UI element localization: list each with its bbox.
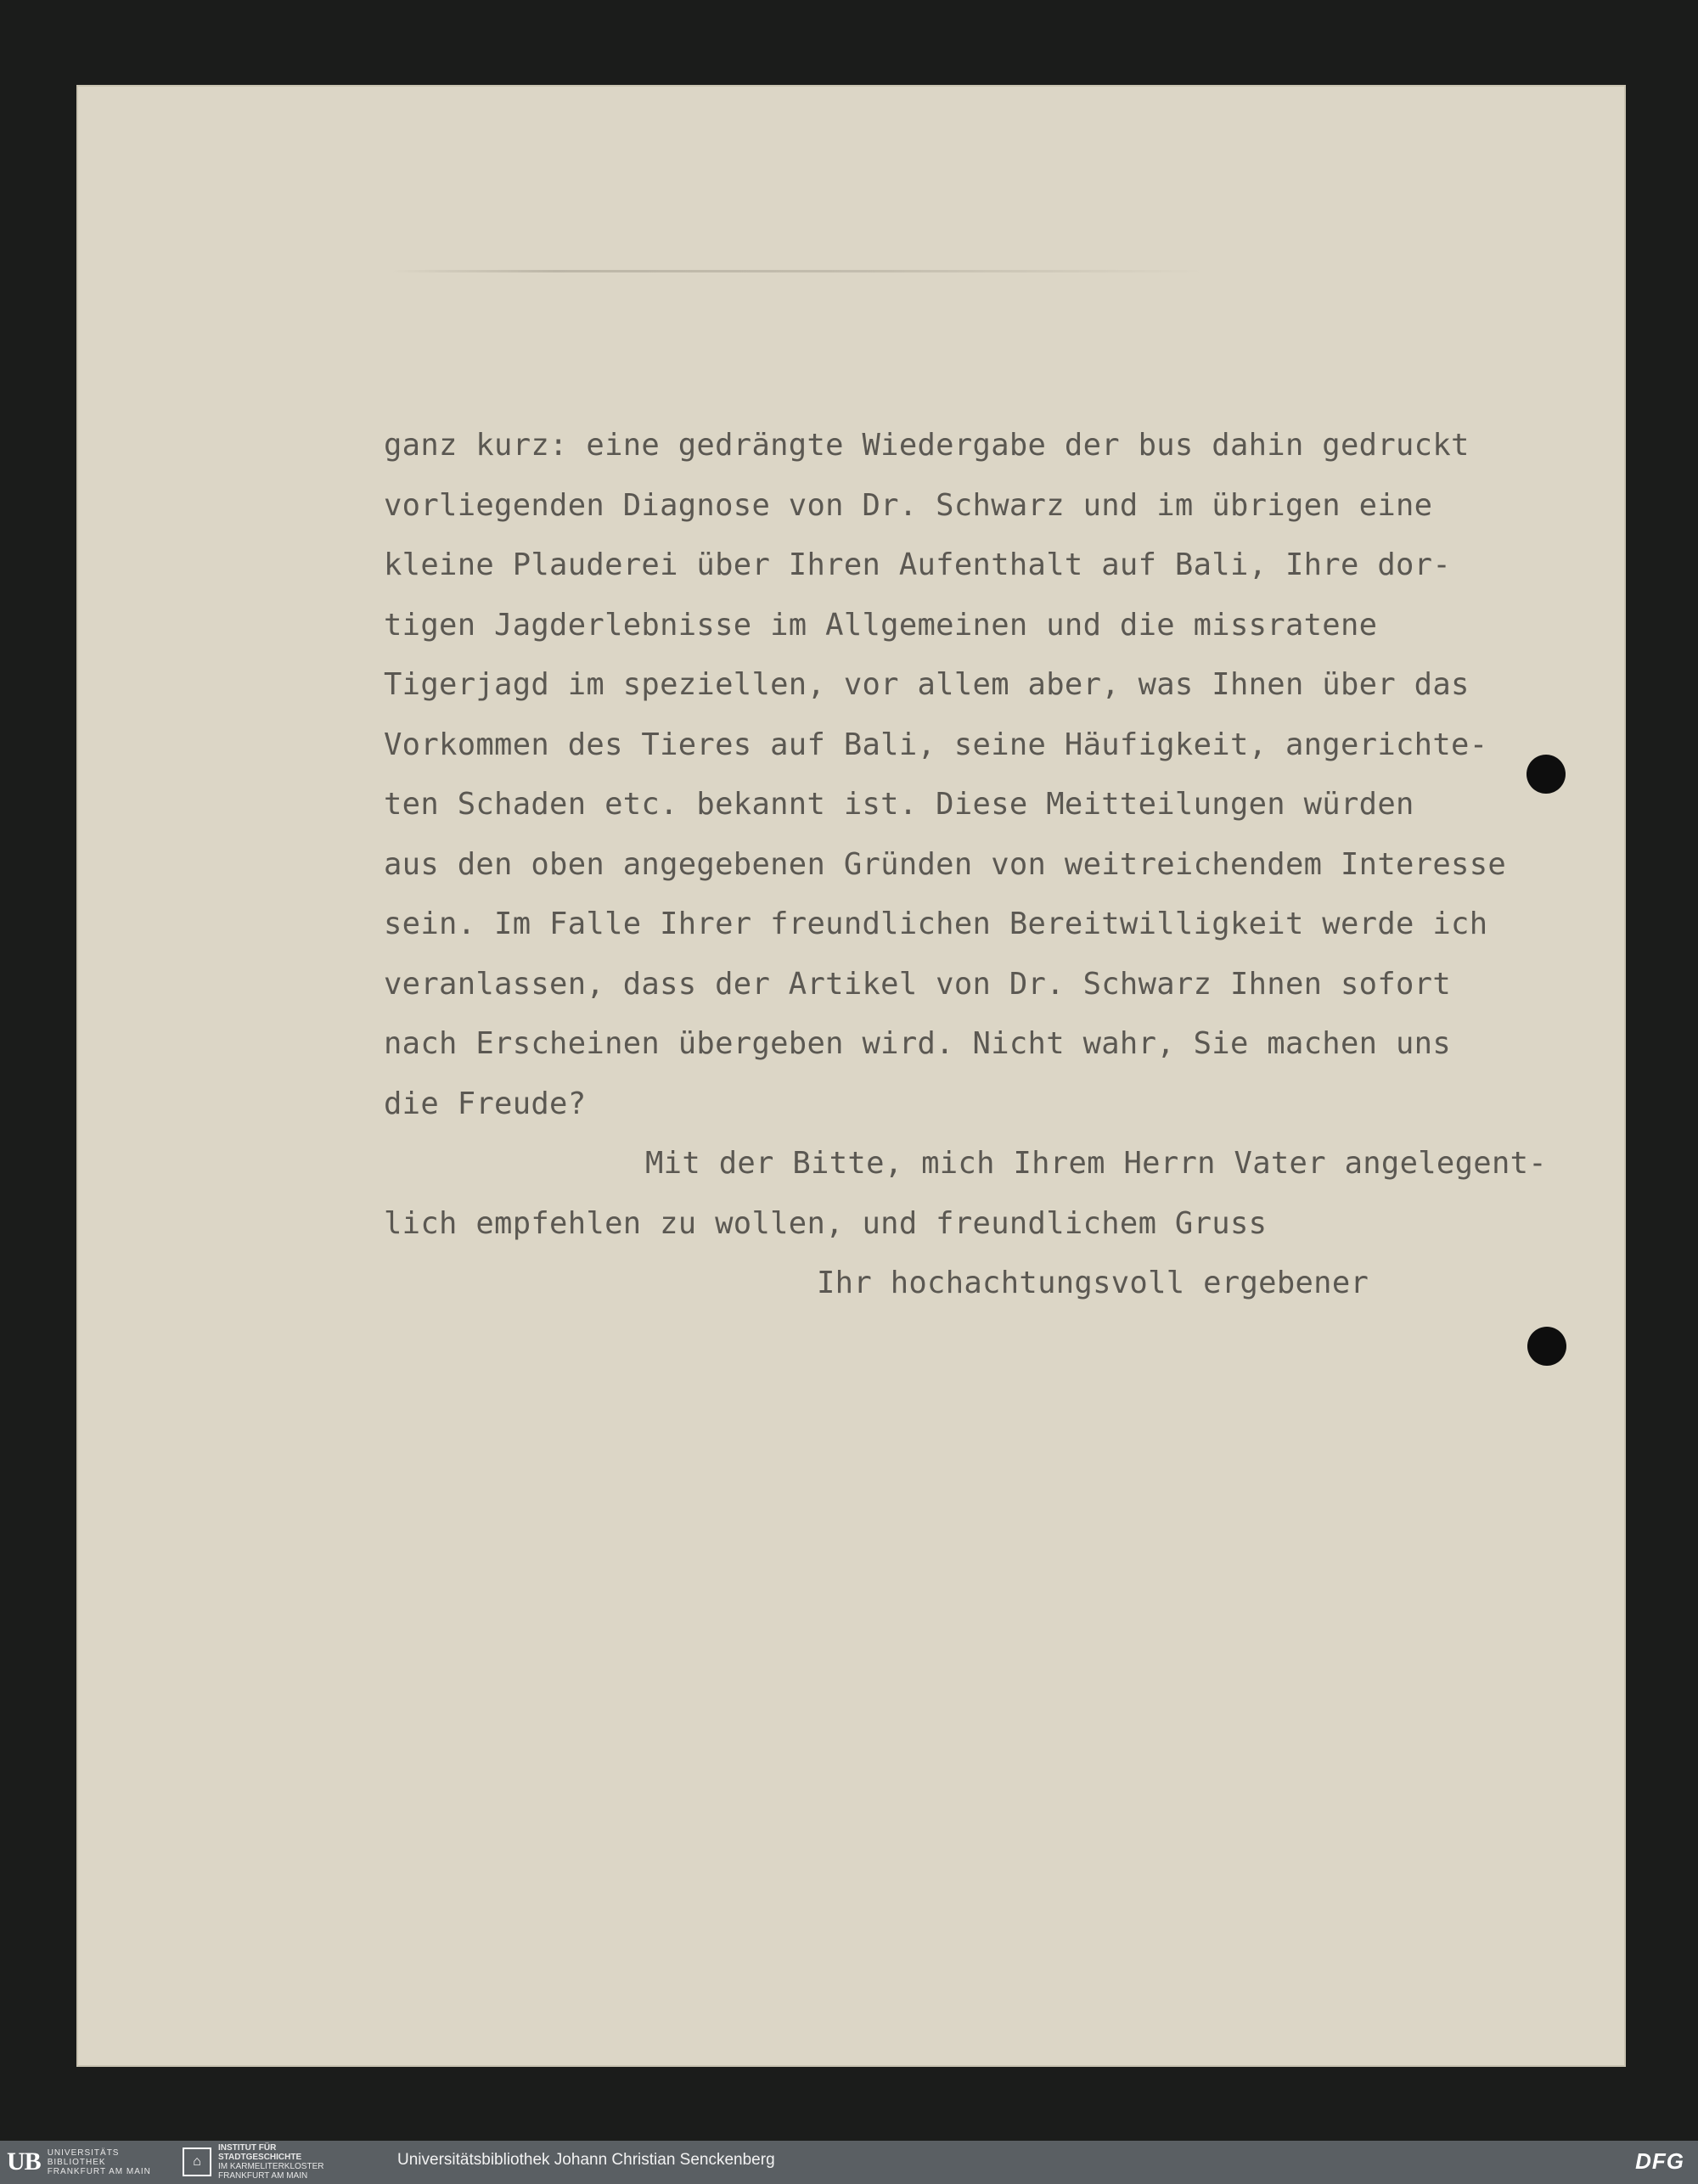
- ub-logo-mark: UB: [7, 2148, 41, 2176]
- signature-line: Ihr hochachtungsvoll ergebener: [817, 1266, 1369, 1300]
- ub-logo-text-line: UNIVERSITÄTS: [47, 2148, 120, 2158]
- institute-logo-text-line: STADTGESCHICHTE: [218, 2153, 302, 2162]
- letter-line: die Freude?: [384, 1086, 587, 1121]
- institute-logo-text: [218, 2143, 323, 2181]
- institute-logo-text-line: FRANKFURT AM MAIN: [218, 2171, 308, 2181]
- footer-bar: [0, 2141, 1698, 2184]
- punch-hole-bottom: [1527, 1327, 1566, 1366]
- letter-line: kleine Plauderei über Ihren Aufenthalt auf Bali, Ihre dor-: [384, 547, 1452, 582]
- dfg-logo[interactable]: DFG: [1635, 2148, 1684, 2174]
- ub-logo-text-line: BIBLIOTHEK: [47, 2157, 106, 2167]
- letter-line: sein. Im Falle Ihrer freundlichen Bereitwilligkeit werde ich: [384, 907, 1488, 941]
- faint-show-through-line: [391, 270, 1206, 272]
- closing-line: Mit der Bitte, mich Ihrem Herrn Vater angelegent-: [645, 1146, 1547, 1181]
- library-caption: Universitätsbibliothek Johann Christian Senckenberg: [397, 2151, 775, 2169]
- letter-line: Tigerjagd im speziellen, vor allem aber, was Ihnen über das: [384, 667, 1470, 702]
- letter-line: ganz kurz: eine gedrängte Wiedergabe der bus dahin gedruckt: [384, 428, 1470, 463]
- institute-logo-text-line: IM KARMELITERKLOSTER: [218, 2162, 324, 2171]
- letter-line: nach Erscheinen übergeben wird. Nicht wahr, Sie machen uns: [384, 1026, 1452, 1061]
- institute-logo-icon: ⌂: [183, 2148, 211, 2176]
- closing-line: lich empfehlen zu wollen, und freundlichem Gruss: [384, 1205, 1268, 1241]
- letter-line: Vorkommen des Tieres auf Bali, seine Häufigkeit, angerichte-: [384, 727, 1488, 762]
- ub-logo[interactable]: [7, 2146, 151, 2178]
- letter-line: tigen Jagderlebnisse im Allgemeinen und die missratene: [384, 607, 1378, 643]
- ub-logo-text-line: FRANKFURT AM MAIN: [47, 2166, 151, 2176]
- letter-line: aus den oben angegebenen Gründen von weitreichendem Interesse: [384, 846, 1507, 882]
- ub-logo-text: [48, 2148, 151, 2176]
- letter-line: ten Schaden etc. bekannt ist. Diese Meitteilungen würden: [384, 787, 1414, 822]
- letter-line: vorliegenden Diagnose von Dr. Schwarz und im übrigen eine: [384, 487, 1433, 523]
- institute-logo-text-line: INSTITUT FÜR: [218, 2143, 277, 2153]
- institute-logo[interactable]: [183, 2143, 324, 2181]
- letter-line: veranlassen, dass der Artikel von Dr. Schwarz Ihnen sofort: [384, 966, 1452, 1002]
- letter-body: [384, 416, 1606, 1314]
